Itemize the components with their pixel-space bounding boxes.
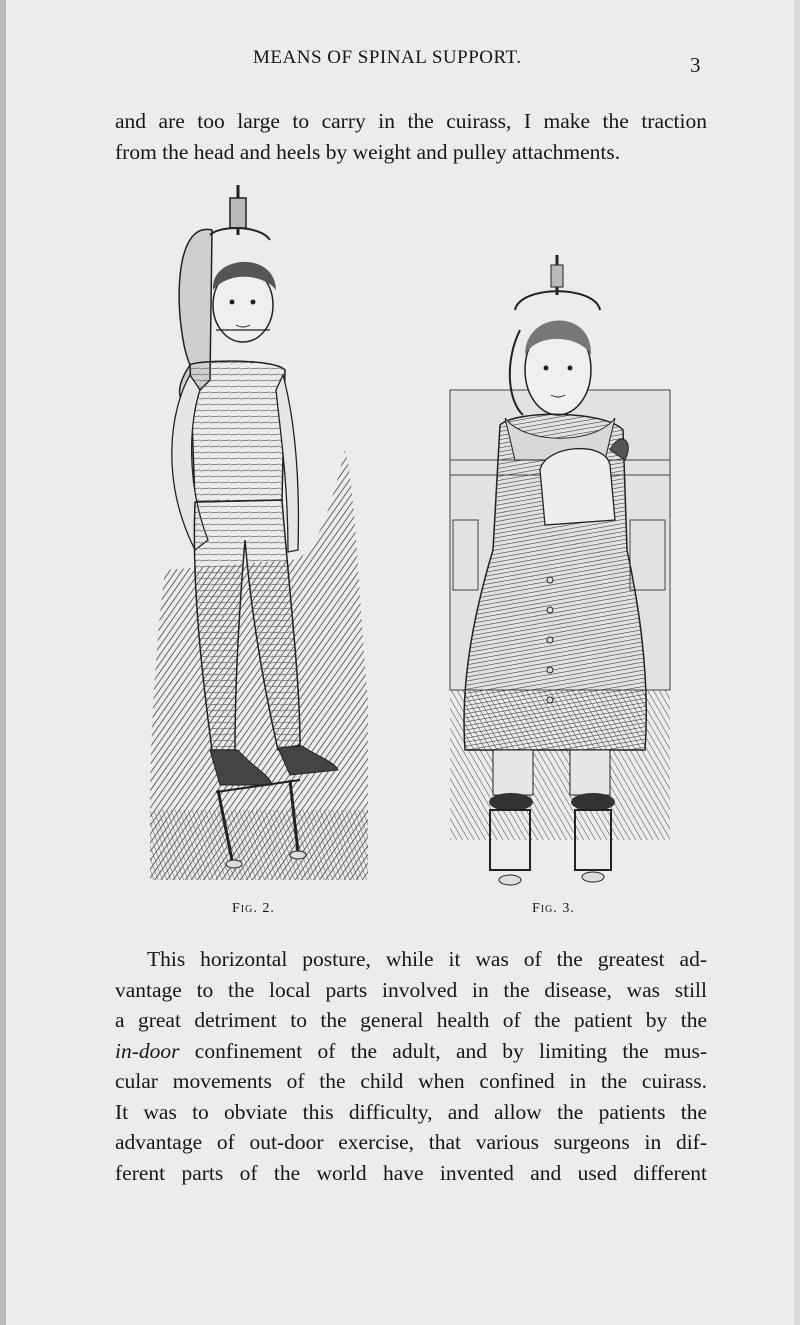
text-line: and are too large to carry in the cuirass, I make the traction <box>115 109 707 133</box>
text-line: This horizontal posture, while it was of the greatest ad- <box>147 947 707 971</box>
text-line: cular movements of the child when confined in the cuirass. <box>115 1069 707 1093</box>
paragraph-body <box>115 944 707 1188</box>
text-line: ferent parts of the world have invented and used different <box>115 1160 707 1185</box>
text-segment: confinement of the adult, and by limiting the mus- <box>179 1038 707 1063</box>
text-line <box>115 1036 707 1067</box>
text-line: vantage to the local parts involved in the disease, was still <box>115 977 707 1002</box>
text-line: It was to obviate this difficulty, and allow the patients the <box>115 1099 707 1124</box>
figure-3-caption: Fig. 3. <box>532 901 575 916</box>
figure-2-illustration <box>150 180 368 890</box>
paragraph-top <box>115 106 707 167</box>
text-line: from the head and heels by weight and pulley attachments. <box>115 139 621 164</box>
text-line: a great detriment to the general health of the patient by the <box>115 1008 707 1032</box>
figure-2-caption: Fig. 2. <box>232 901 275 916</box>
text-line: advantage of out-door exercise, that various surgeons in dif- <box>115 1130 707 1154</box>
page-number: 3 <box>690 53 701 77</box>
figure-3-illustration <box>445 250 671 890</box>
emphasis-text: in-door <box>115 1038 180 1063</box>
running-header: MEANS OF SPINAL SUPPORT. <box>253 47 522 68</box>
